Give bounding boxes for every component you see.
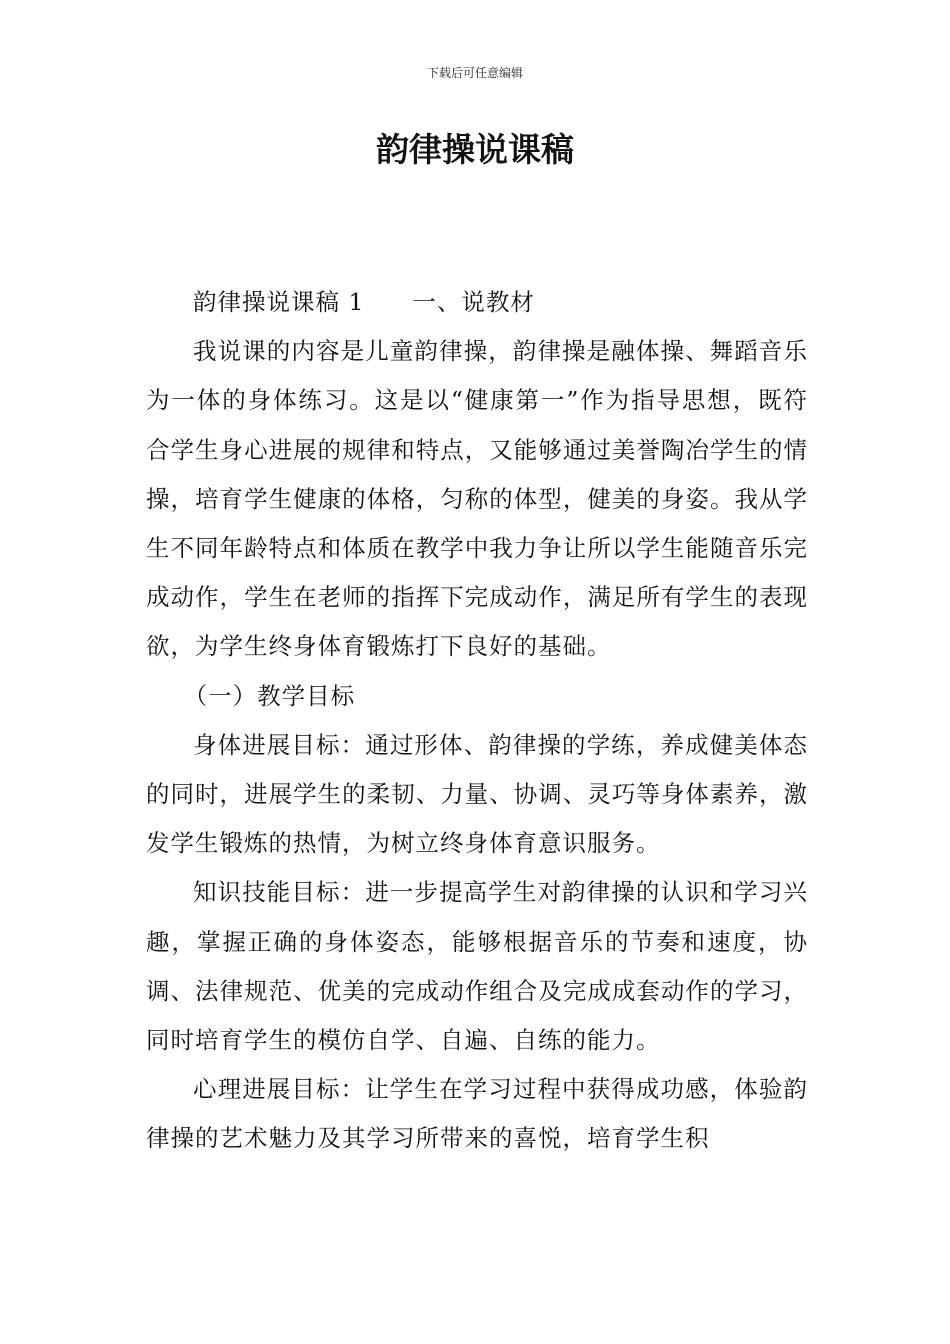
document-body (146, 278, 808, 1164)
document-title: 韵律操说课稿 (376, 130, 574, 169)
paragraph-physical-goal: 身体进展目标：通过形体、韵律操的学练，养成健美体态的同时，进展学生的柔韧、力量、协调、灵巧等身体素养，激发学生锻炼的热情，为树立终身体育意识服务。 (146, 730, 808, 858)
subheading-teaching-goals: （一）教学目标 (183, 681, 356, 710)
intro-label: 韵律操说课稿 1 (193, 288, 365, 316)
section-heading: 一、说教材 (412, 288, 535, 316)
header-note: 下载后可任意编辑 (426, 66, 523, 80)
paragraph-psychological-goal: 心理进展目标：让学生在学习过程中获得成功感，体验韵律操的艺术魅力及其学习所带来的喜悦，培育学生积 (146, 1075, 808, 1153)
paragraph-teaching-material: 我说课的内容是儿童韵律操，韵律操是融体操、舞蹈音乐为一体的身体练习。这是以“健康第一”作为指导思想，既符合学生身心进展的规律和特点，又能够通过美誉陶冶学生的情操，培育学生健康的体格，匀称的体型，健美的身姿。我从学生不同年龄特点和体质在教学中我力争让所以学生能随音乐完成动作，学生在老师的指挥下完成动作，满足所有学生的表现欲，为学生终身体育锻炼打下良好的基础。 (146, 337, 808, 661)
intro-line (146, 278, 808, 327)
paragraph-skill-goal: 知识技能目标：进一步提高学生对韵律操的认识和学习兴趣，掌握正确的身体姿态，能够根据音乐的节奏和速度，协调、法律规范、优美的完成动作组合及完成成套动作的学习，同时培育学生的模仿自学、自遍、自练的能力。 (146, 878, 808, 1055)
